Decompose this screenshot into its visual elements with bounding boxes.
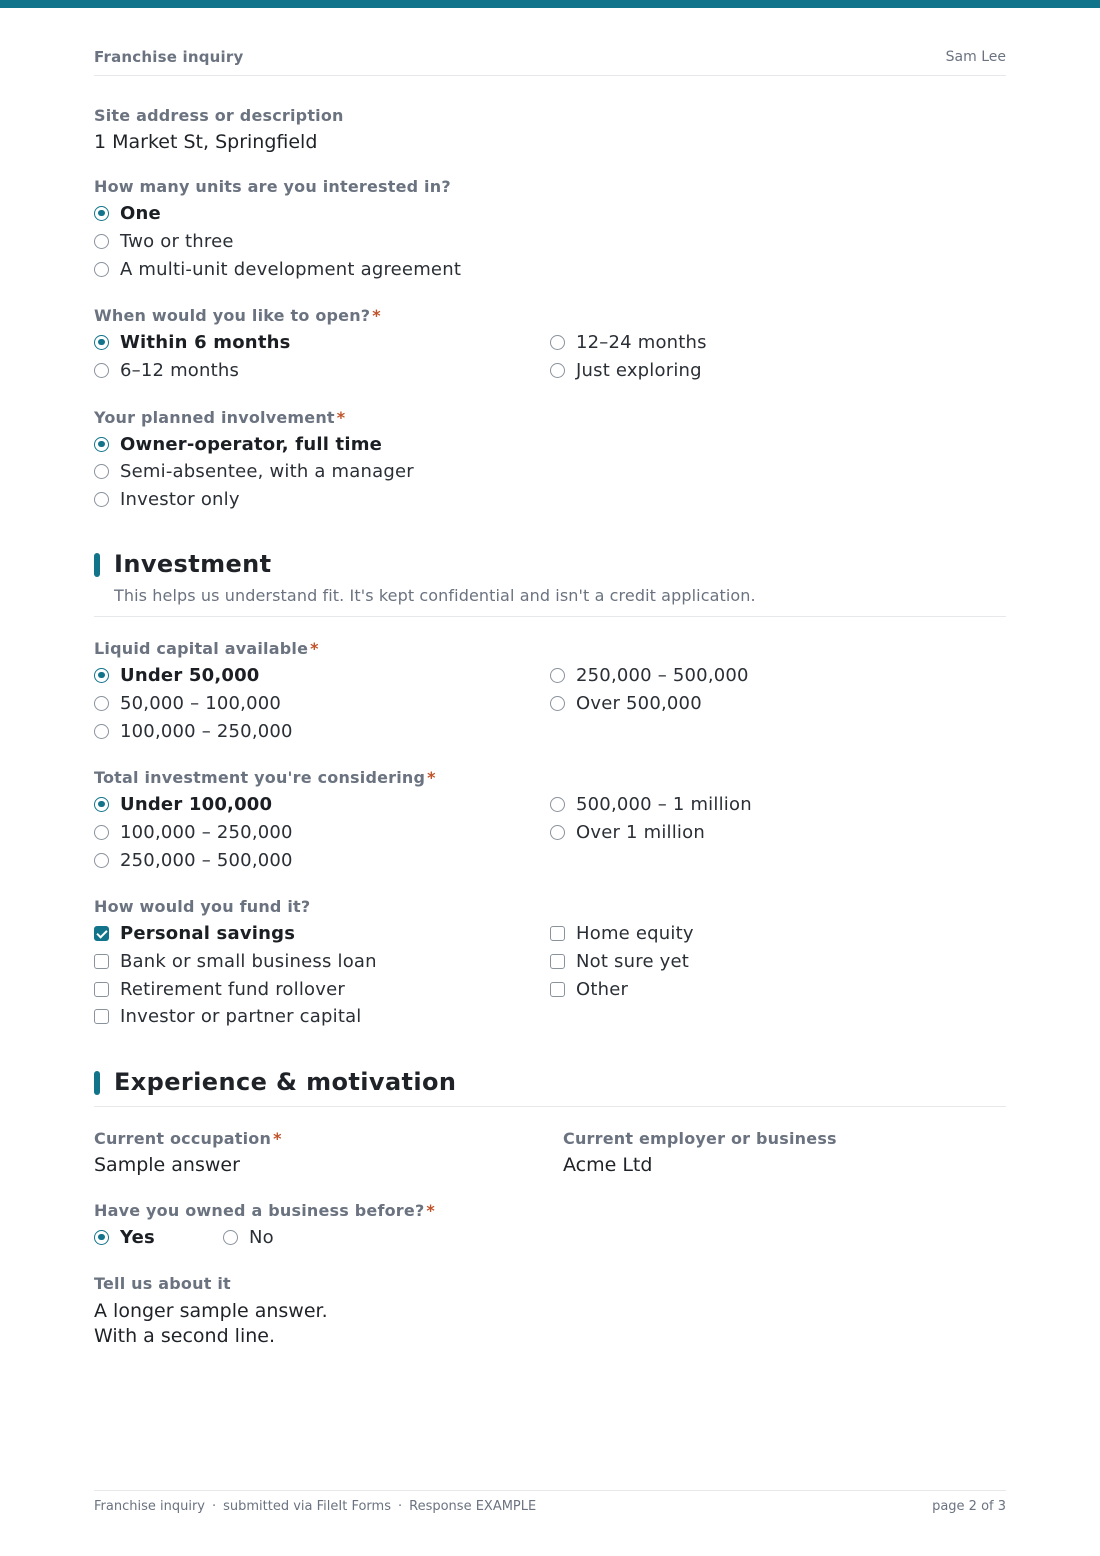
radio-empty-icon [550, 668, 565, 683]
total-option-over-1-million[interactable] [550, 820, 705, 844]
capital-option-50000-100000[interactable] [94, 691, 281, 715]
required-marker: * [336, 408, 346, 427]
section-divider [94, 1106, 1006, 1107]
footer-info [94, 1499, 536, 1514]
option-label: Retirement fund rollover [120, 978, 345, 1000]
radio-empty-icon [550, 363, 565, 378]
option-label: 100,000 – 250,000 [120, 821, 293, 843]
option-label: Within 6 months [120, 331, 291, 353]
option-label: Under 50,000 [120, 664, 260, 686]
page-number: page 2 of 3 [932, 1499, 1006, 1514]
fund-option-retirement-rollover[interactable] [94, 977, 345, 1001]
tell-us-line-2: With a second line. [94, 1325, 275, 1347]
question-text: Have you owned a business before? [94, 1201, 425, 1220]
checkbox-empty-icon [550, 982, 565, 997]
fund-option-home-equity[interactable] [550, 921, 694, 945]
required-marker: * [310, 639, 319, 658]
section-accent-bar [94, 1071, 100, 1095]
radio-selected-icon [94, 437, 109, 452]
radio-empty-icon [550, 696, 565, 711]
option-label: 6–12 months [120, 359, 240, 381]
checkbox-empty-icon [94, 982, 109, 997]
employer-label: Current employer or business [563, 1129, 837, 1148]
radio-empty-icon [94, 262, 109, 277]
option-label: Investor or partner capital [120, 1005, 362, 1027]
option-label: 500,000 – 1 million [576, 793, 752, 815]
radio-selected-icon [94, 206, 109, 221]
checkbox-checked-icon [94, 926, 109, 941]
units-label: How many units are you interested in? [94, 177, 451, 196]
open-option-6-12-months[interactable] [94, 358, 239, 382]
option-label: Two or three [120, 230, 234, 252]
fund-option-investor-capital[interactable] [94, 1004, 362, 1028]
radio-empty-icon [94, 363, 109, 378]
question-text: When would you like to open? [94, 306, 371, 325]
owned-option-yes[interactable] [94, 1225, 155, 1249]
site-address-value: 1 Market St, Springfield [94, 131, 318, 153]
capital-option-under-50000[interactable] [94, 663, 260, 687]
footer-form-name: Franchise inquiry [94, 1499, 205, 1514]
option-label: Owner-operator, full time [120, 433, 383, 455]
tell-us-label: Tell us about it [94, 1274, 231, 1293]
owned-option-no[interactable] [223, 1225, 274, 1249]
fund-option-not-sure[interactable] [550, 949, 689, 973]
question-text: Your planned involvement [94, 408, 335, 427]
option-label: 50,000 – 100,000 [120, 692, 282, 714]
occupation-value: Sample answer [94, 1154, 240, 1176]
occupation-label [94, 1129, 282, 1148]
section-title: Investment [114, 550, 272, 578]
option-label: One [120, 202, 161, 224]
section-description: This helps us understand fit. It's kept confidential and isn't a credit application. [114, 586, 756, 605]
option-label: 12–24 months [576, 331, 707, 353]
units-option-one[interactable] [94, 201, 161, 225]
total-option-500000-1-million[interactable] [550, 792, 752, 816]
total-investment-label [94, 768, 436, 787]
funding-label: How would you fund it? [94, 897, 311, 916]
site-address-label: Site address or description [94, 106, 344, 125]
option-label: 250,000 – 500,000 [120, 849, 293, 871]
radio-empty-icon [550, 825, 565, 840]
fund-option-bank-loan[interactable] [94, 949, 377, 973]
option-label: Investor only [120, 488, 240, 510]
radio-empty-icon [94, 825, 109, 840]
question-text: Current occupation [94, 1129, 272, 1148]
option-label: Home equity [576, 922, 694, 944]
option-label: Yes [120, 1226, 155, 1248]
required-marker: * [273, 1129, 282, 1148]
footer-submitted-via: submitted via FileIt Forms [223, 1499, 391, 1514]
radio-selected-icon [94, 335, 109, 350]
open-timeframe-label [94, 306, 381, 325]
checkbox-empty-icon [550, 926, 565, 941]
section-accent-bar [94, 553, 100, 577]
involvement-option-semi-absentee[interactable] [94, 459, 414, 483]
units-option-multi-unit[interactable] [94, 257, 461, 281]
option-label: 250,000 – 500,000 [576, 664, 749, 686]
option-label: Other [576, 978, 629, 1000]
radio-selected-icon [94, 797, 109, 812]
open-option-within-6-months[interactable] [94, 330, 291, 354]
required-marker: * [427, 768, 436, 787]
tell-us-line-1: A longer sample answer. [94, 1300, 328, 1322]
section-title: Experience & motivation [114, 1068, 457, 1096]
radio-selected-icon [94, 668, 109, 683]
radio-empty-icon [94, 724, 109, 739]
radio-empty-icon [550, 797, 565, 812]
respondent-name: Sam Lee [945, 49, 1006, 65]
capital-option-100000-250000[interactable] [94, 719, 293, 743]
total-option-250000-500000[interactable] [94, 848, 293, 872]
liquid-capital-label [94, 639, 319, 658]
fund-option-personal-savings[interactable] [94, 921, 295, 945]
page-header [94, 48, 1006, 76]
footer-separator: · [397, 1499, 403, 1514]
page-footer [94, 1490, 1006, 1520]
checkbox-empty-icon [94, 954, 109, 969]
section-divider [94, 616, 1006, 617]
question-text: Liquid capital available [94, 639, 309, 658]
option-label: Over 500,000 [576, 692, 702, 714]
open-option-12-24-months[interactable] [550, 330, 707, 354]
radio-empty-icon [94, 234, 109, 249]
capital-option-over-500000[interactable] [550, 691, 702, 715]
form-title: Franchise inquiry [94, 48, 244, 66]
option-label: Semi-absentee, with a manager [120, 460, 414, 482]
footer-separator: · [211, 1499, 217, 1514]
radio-empty-icon [94, 853, 109, 868]
option-label: Not sure yet [576, 950, 690, 972]
option-label: A multi-unit development agreement [120, 258, 462, 280]
option-label: 100,000 – 250,000 [120, 720, 293, 742]
involvement-option-investor-only[interactable] [94, 487, 240, 511]
footer-response-id: Response EXAMPLE [409, 1499, 537, 1514]
involvement-label [94, 408, 345, 427]
required-marker: * [426, 1201, 435, 1220]
capital-option-250000-500000[interactable] [550, 663, 749, 687]
option-label: No [249, 1226, 274, 1248]
question-text: Total investment you're considering [94, 768, 426, 787]
option-label: Under 100,000 [120, 793, 273, 815]
owned-business-label [94, 1201, 435, 1220]
radio-empty-icon [550, 335, 565, 350]
radio-empty-icon [94, 492, 109, 507]
involvement-option-owner-operator[interactable] [94, 432, 382, 456]
option-label: Personal savings [120, 922, 296, 944]
checkbox-empty-icon [94, 1009, 109, 1024]
fund-option-other[interactable] [550, 977, 628, 1001]
total-option-100000-250000[interactable] [94, 820, 293, 844]
radio-empty-icon [223, 1230, 238, 1245]
units-option-two-or-three[interactable] [94, 229, 234, 253]
option-label: Just exploring [576, 359, 702, 381]
radio-empty-icon [94, 464, 109, 479]
radio-selected-icon [94, 1230, 109, 1245]
radio-empty-icon [94, 696, 109, 711]
open-option-just-exploring[interactable] [550, 358, 702, 382]
top-accent-bar [0, 0, 1100, 8]
checkbox-empty-icon [550, 954, 565, 969]
option-label: Bank or small business loan [120, 950, 377, 972]
option-label: Over 1 million [576, 821, 705, 843]
employer-value: Acme Ltd [563, 1154, 653, 1176]
total-option-under-100000[interactable] [94, 792, 272, 816]
required-marker: * [372, 306, 381, 325]
